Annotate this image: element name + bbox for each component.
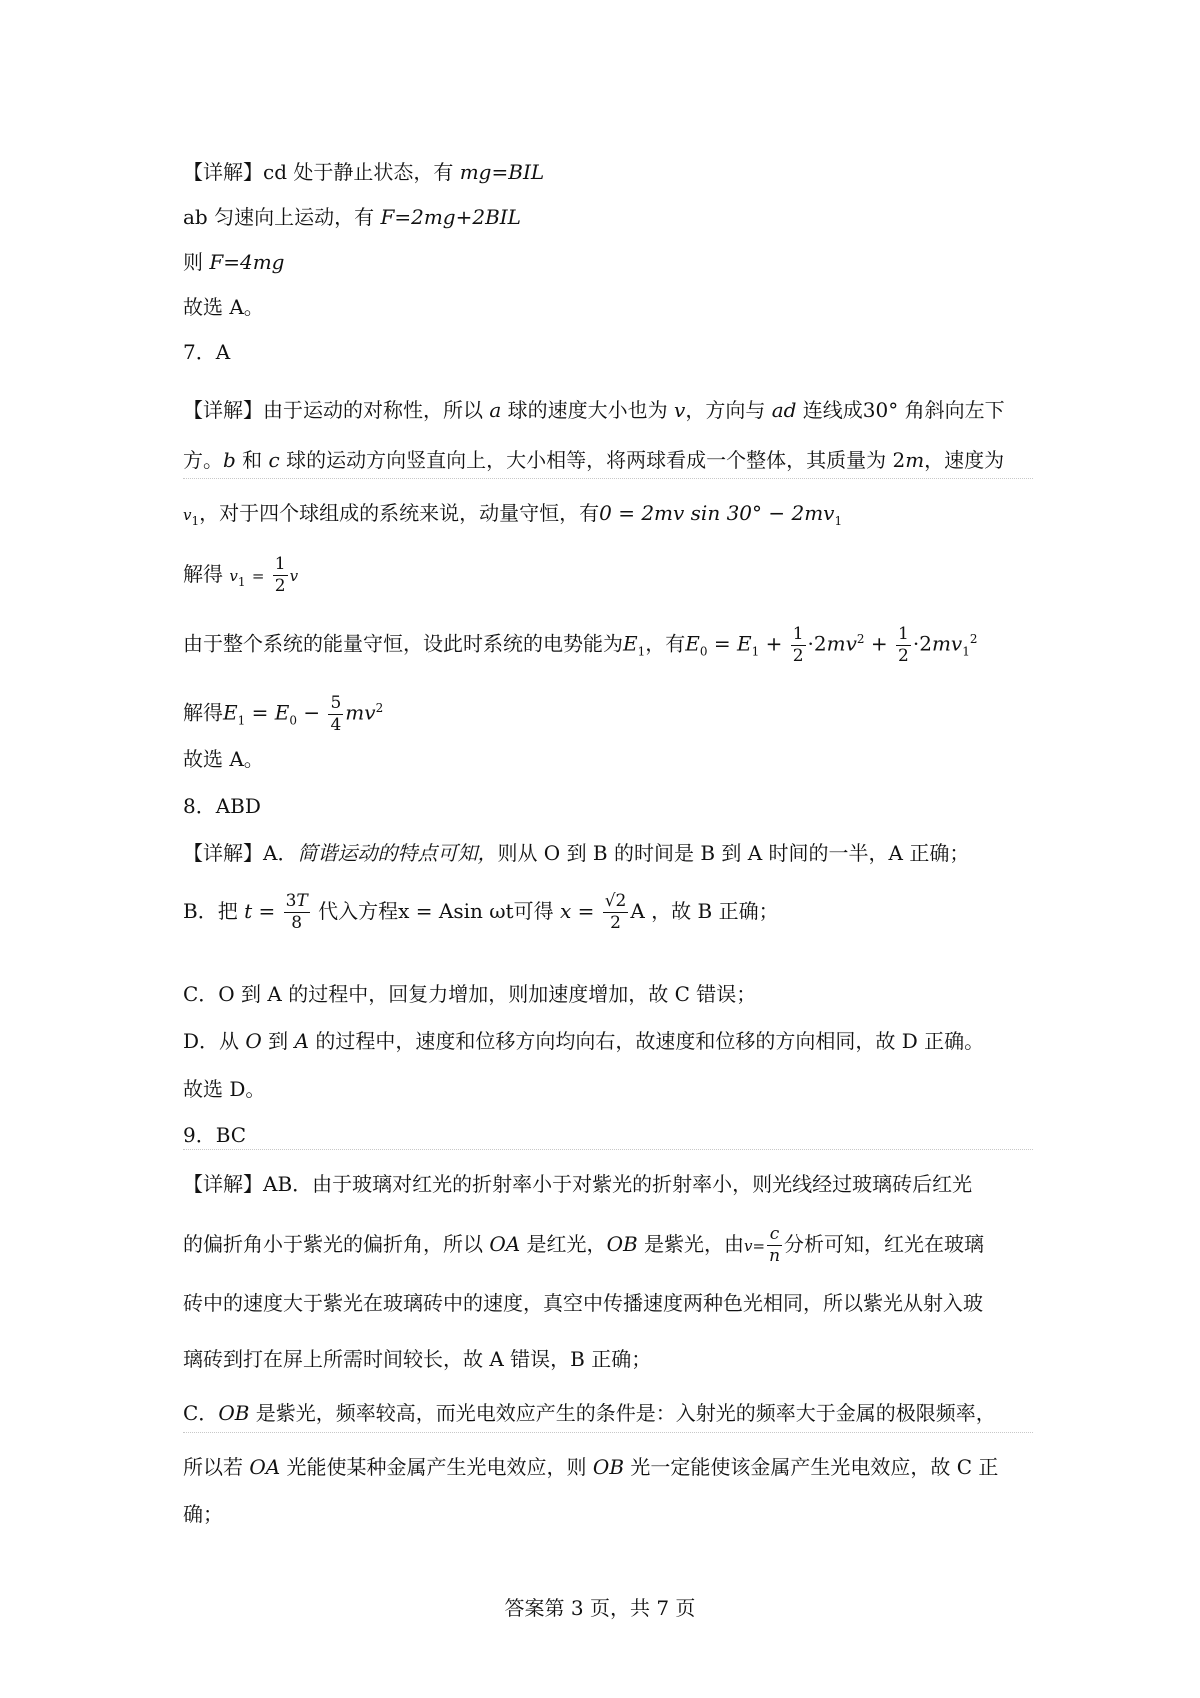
text: 代入方程 xyxy=(318,899,399,923)
page-footer: 答案第 3 页，共 7 页 xyxy=(504,1596,696,1620)
text: 则 xyxy=(183,250,210,274)
q7-detail-line-2 xyxy=(183,446,1004,474)
text: 球的速度大小也为 xyxy=(501,398,675,422)
var: v xyxy=(183,506,192,524)
q8-c: C．O 到 A 的过程中，回复力增加，则加速度增加，故 C 错误； xyxy=(183,982,757,1006)
var: A xyxy=(294,1029,309,1053)
q8-heading: 8．ABD xyxy=(183,794,261,818)
q9-line-1: 【详解】AB．由于玻璃对红光的折射率小于对紫光的折射率小，则光线经过玻璃砖后红光 xyxy=(183,1172,973,1196)
equation: x = Asin ωt xyxy=(398,899,514,923)
divider xyxy=(183,478,1033,479)
text: 的偏折角小于紫光的偏折角，所以 xyxy=(183,1232,490,1256)
line-2 xyxy=(183,203,521,231)
text: 【详解】A． xyxy=(183,841,298,865)
var: OB xyxy=(606,1232,638,1256)
text: 到 xyxy=(261,1029,295,1053)
text: ，方向与 xyxy=(685,398,772,422)
text: 则从 O 到 B 的时间是 B 到 A 时间的一半，A 正确； xyxy=(497,841,970,865)
var: OA xyxy=(249,1455,281,1479)
text: 解得 xyxy=(183,562,223,586)
var: O xyxy=(245,1029,262,1053)
var: OB xyxy=(218,1401,250,1425)
text: 连线成30° 角斜向左下 xyxy=(796,398,1005,422)
var: c xyxy=(268,448,280,472)
var: a xyxy=(489,398,502,422)
q7-end: 故选 A。 xyxy=(183,747,264,771)
q9-line-5 xyxy=(183,1399,996,1427)
text: ，故 B 正确； xyxy=(651,899,779,923)
equation: F=4mg xyxy=(209,250,285,274)
var: ad xyxy=(771,398,797,422)
text: C． xyxy=(183,1401,219,1425)
text: 光能使某种金属产生光电效应，则 xyxy=(280,1455,593,1479)
text: ，速度为 xyxy=(924,448,1005,472)
text: 是紫光，频率较高，而光电效应产生的条件是：入射光的频率大于金属的极限频率， xyxy=(249,1401,996,1425)
q7-detail-line-1 xyxy=(183,396,1005,424)
text: 光一定能使该金属产生光电效应，故 C 正 xyxy=(624,1455,999,1479)
var: b xyxy=(223,448,236,472)
text: 球的运动方向竖直向上，大小相等，将两球看成一个整体，其质量为 2 xyxy=(279,448,906,472)
line-1 xyxy=(183,158,544,186)
text: B．把 xyxy=(183,899,238,923)
q9-line-2: 的偏折角小于紫光的偏折角，所以 OA 是红光，OB 是紫光，由v= $\frac{c}{n}$ 分析可知，红光在玻璃 xyxy=(183,1224,985,1266)
text: ，对于四个球组成的系统来说，动量守恒，有 xyxy=(199,501,600,525)
q7-detail-line-5: 由于整个系统的能量守恒，设此时系统的电势能为$E_1$，有$E_0 = E_1$ + $\frac{1}{2}$ $\cdot 2mv^2$ + $\frac{1}{2}$ $\cdot 2mv_1^2$ xyxy=(183,623,978,666)
equation: 0 = 2mv sin 30° − 2mv xyxy=(599,501,835,525)
q8-a xyxy=(183,839,969,867)
text: D．从 xyxy=(183,1029,246,1053)
q7-detail-line-6: 解得$E_1 = E_0$ − $\frac{5}{4}$ $mv^2$ xyxy=(183,692,384,735)
text: 可得 xyxy=(513,899,554,923)
q8-d xyxy=(183,1027,984,1055)
equation: F=2mg+2BIL xyxy=(380,205,521,229)
q7-heading: 7．A xyxy=(183,340,231,364)
q9-line-6 xyxy=(183,1453,998,1481)
text: 和 xyxy=(235,448,269,472)
q9-line-7: 确； xyxy=(183,1502,223,1526)
q8-end: 故选 D。 xyxy=(183,1077,266,1101)
text: 是红光， xyxy=(520,1232,607,1256)
q7-detail-line-4: 解得 $v_1$ = $\frac{1}{2}$ v xyxy=(183,554,299,596)
text: 方。 xyxy=(183,448,223,472)
text: ab 匀速向上运动，有 xyxy=(183,205,381,229)
text: 【详解】由于运动的对称性，所以 xyxy=(183,398,490,422)
equation: mg=BIL xyxy=(459,160,545,184)
q9-line-4: 璃砖到打在屏上所需时间较长，故 A 错误，B 正确； xyxy=(183,1347,652,1371)
line-3 xyxy=(183,248,285,276)
divider xyxy=(183,1149,1033,1150)
var: v xyxy=(674,398,686,422)
q8-b: B．把 t = $\frac{3T}{8}$ 代入方程x = Asin ωt可得 x = $\frac{√2}{2}$ A ，故 B 正确； xyxy=(183,891,779,933)
var: OB xyxy=(592,1455,625,1479)
text: 解得 xyxy=(183,700,223,725)
divider xyxy=(183,1432,1033,1433)
q9-heading: 9．BC xyxy=(183,1123,247,1147)
text: 是紫光，由 xyxy=(637,1232,745,1256)
var: OA xyxy=(489,1232,521,1256)
text: 的过程中，速度和位移方向均向右，故速度和位移的方向相同，故 D 正确。 xyxy=(308,1029,985,1053)
text: 分析可知，红光在玻璃 xyxy=(784,1232,985,1256)
text: 由于整个系统的能量守恒，设此时系统的电势能为 xyxy=(183,631,623,656)
text: 【详解】cd 处于静止状态，有 xyxy=(183,160,460,184)
text: ，有 xyxy=(645,631,686,656)
italic-text: 简谐运动的特点可知， xyxy=(297,841,498,865)
q7-detail-line-3: $v_1$，对于四个球组成的系统来说，动量守恒，有0 = 2mv $\sin 30^\circ - 2mv_1$ xyxy=(183,501,843,528)
q9-line-3: 砖中的速度大于紫光在玻璃砖中的速度，真空中传播速度两种色光相同，所以紫光从射入玻 xyxy=(183,1291,983,1315)
var: m xyxy=(905,448,925,472)
line-4: 故选 A。 xyxy=(183,295,264,319)
text: 所以若 xyxy=(183,1455,250,1479)
